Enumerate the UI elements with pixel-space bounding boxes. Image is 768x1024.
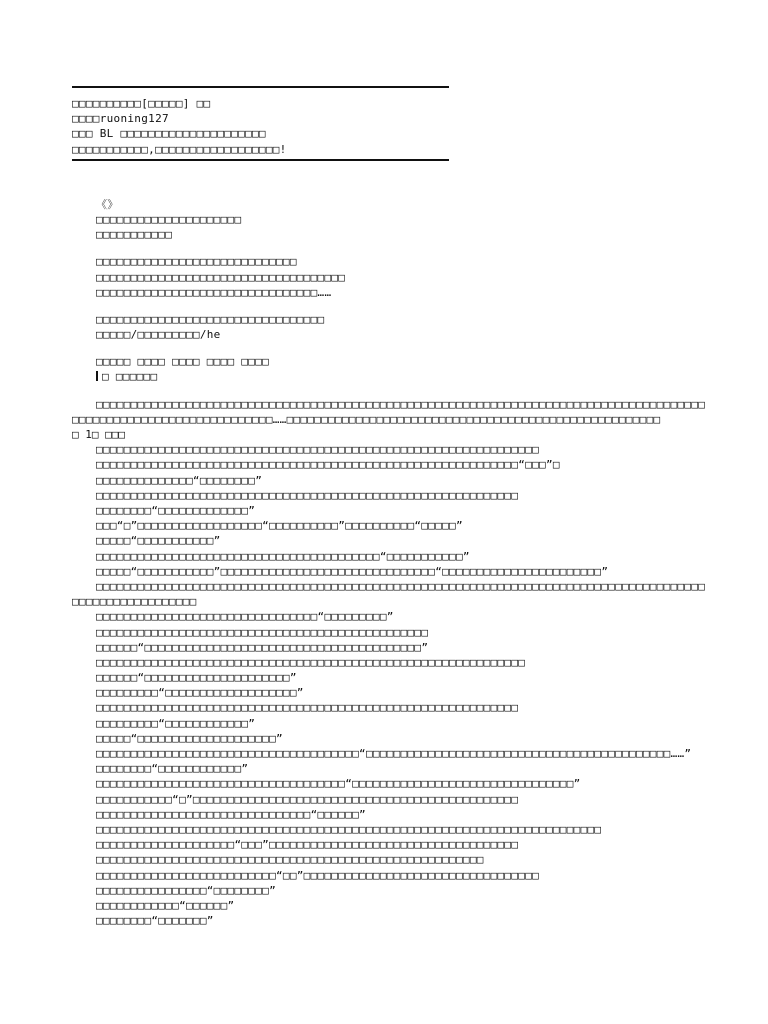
intro-line: □□□□□□□□□□□: [96, 228, 173, 242]
header-category: □□□ BL □□□□□□□□□□□□□□□□□□□□□: [72, 127, 266, 141]
body-line: □□□□□□□□□□□□□□□□“□□□□□□□□”: [96, 883, 276, 897]
body-line: □□□□□□□□□□□□□□□□□□□□□□□□□□□□□□□□□□□□□□□□□□□□□□□□□□□□□□□□□□□□□□□□□□□□□□□□□: [96, 822, 602, 836]
body-line: □□□□□□□□□□□□□□□□□□□□□□□□□□□□□□□□□□□□□□□□□□□□□□□□□□□□□□□□□□□□□: [96, 488, 519, 502]
meta-text: □ □□□□□□: [102, 370, 158, 384]
body-line: □□□□□□□□□□□□□□□□□□□□□□□□□□□□□□□□□□□□□□□□□□□□□□□□□□□□□□□□□□□□□□: [96, 655, 526, 669]
body-line: □□□□□□□□□□□□□□□□□□□□□□□□□□□□□□□□□□□□□□□□□□□□□□□□□□□□□□□□□□□□□: [96, 701, 519, 715]
document-page: [72, 86, 712, 928]
chapter-body: [72, 442, 712, 579]
summary-line: □□□□□□□□□□□□□□□□□□□□□□□□□□□□□□□□……: [96, 285, 332, 299]
body-line: □□□□□□□□□□□□□□□□□□□□□□□□□□□□□□□“□□□□□□”: [96, 807, 366, 821]
meta-line: [72, 369, 712, 384]
body-line: □□□□□□□□□□□□□□□□□□□□□□□□□□□□□□□□□□□□□□□□□□□□□□□□□□□□□□□□□□□□□“□□□”□: [96, 458, 560, 472]
body-line: □□□“□”□□□□□□□□□□□□□□□□□□“□□□□□□□□□□”□□□□□□□□□□“□□□□□”: [96, 519, 463, 533]
body-line: □□□□□□“□□□□□□□□□□□□□□□□□□□□□□□□□□□□□□□□□□□□□□□□”: [96, 640, 429, 654]
body-line: □□□□□“□□□□□□□□□□□□□□□□□□□□”: [96, 731, 283, 745]
summary-line: □□□□□□□□□□□□□□□□□□□□□□□□□□□□□: [96, 255, 297, 269]
body-line: □□□□□□□□□“□□□□□□□□□□□□□□□□□□□”: [96, 686, 304, 700]
chapter-heading: □ 1□ □□□: [72, 428, 125, 442]
chapter-body-continued: [72, 609, 712, 928]
body-line: □□□□□□□□□□□□□□“□□□□□□□□”: [96, 473, 263, 487]
body-line: □□□□□□□□□□□□□□□□□□□□□□□□□□□□□□□□“□□□□□□□□□”: [96, 610, 394, 624]
header-top-rule: [72, 86, 449, 88]
body-line: □□□□□□□□“□□□□□□□□□□□□”: [96, 762, 249, 776]
body-wrapped-paragraph: □□□□□□□□□□□□□□□□□□□□□□□□□□□□□□□□□□□□□□□□□□□□□□□□□□□□□□□□□□□□□□□□□□□□□□□□□□□□□□□□□□□□□□□□□□□□□□□□□□□□□□□□□□: [72, 579, 706, 609]
header-notice: □□□□□□□□□□□,□□□□□□□□□□□□□□□□□□!: [72, 142, 287, 156]
body-line: □□□□□□□□“□□□□□□□”: [96, 914, 214, 928]
tags-line: □□□□□□□□□□□□□□□□□□□□□□□□□□□□□□□□□: [96, 312, 325, 326]
body-line: □□□□□□“□□□□□□□□□□□□□□□□□□□□□”: [96, 671, 297, 685]
body-line: □□□□□“□□□□□□□□□□□”: [96, 534, 221, 548]
body-line: □□□□□□□□“□□□□□□□□□□□□□”: [96, 503, 256, 517]
body-line: □□□□□□□□□□□□“□□□□□□”: [96, 898, 235, 912]
body-line: □□□□□□□□□□□□□□□□□□□□□□□□□□□□□□□□□□□□“□□□□□□□□□□□□□□□□□□□□□□□□□□□□□□□□”: [96, 777, 581, 791]
body-line: □□□□□□□□□“□□□□□□□□□□□□”: [96, 716, 256, 730]
prologue-paragraph: □□□□□□□□□□□□□□□□□□□□□□□□□□□□□□□□□□□□□□□□□□□□□□□□□□□□□□□□□□□□□□□□□□□□□□□□□□□□□□□□□□□□□□□□□□□□□□□□□□□□□□□□□□□□□□□□□□□□□……□□□□□□□□□□□□□□□□□□□□□□□□□□□□□□□□□□□□□□□□□□□□□□□□□□□□□□: [72, 397, 706, 426]
summary-line: □□□□□□□□□□□□□□□□□□□□□□□□□□□□□□□□□□□□: [96, 270, 346, 284]
body-line: □□□□□□□□□□□□□□□□□□□□□□□□□□□□□□□□□□□□□□□□□□□□□□□□: [96, 625, 429, 639]
tags-line: □□□□□/□□□□□□□□□/he: [96, 328, 221, 342]
header-author: □□□□ruoning127: [72, 112, 169, 126]
header-title: □□□□□□□□□□[□□□□□] □□: [72, 97, 211, 110]
meta-line: □□□□□ □□□□ □□□□ □□□□ □□□□: [96, 355, 270, 369]
body-line: □□□□□□□□□□□□□□□□□□□□□□□□□□□□□□□□□□□□□□“□□□□□□□□□□□□□□□□□□□□□□□□□□□□□□□□□□□□□□□□□□□□……”: [96, 747, 692, 760]
body-line: □□□□□□□□□□□□□□□□□□□□□□□□□□“□□”□□□□□□□□□□□□□□□□□□□□□□□□□□□□□□□□□□: [96, 868, 540, 882]
body-line: □□□□□□□□□□□□□□□□□□□□“□□□”□□□□□□□□□□□□□□□□□□□□□□□□□□□□□□□□□□□□: [96, 838, 519, 852]
cursor-bar: [96, 371, 98, 381]
body-line: □□□□□“□□□□□□□□□□□”□□□□□□□□□□□□□□□□□□□□□□□□□□□□□□□“□□□□□□□□□□□□□□□□□□□□□□□”: [96, 564, 609, 578]
intro-line: □□□□□□□□□□□□□□□□□□□□□: [96, 212, 242, 226]
body-line: □□□□□□□□□□□□□□□□□□□□□□□□□□□□□□□□□□□□□□□□□“□□□□□□□□□□□”: [96, 549, 470, 563]
body-line: □□□□□□□□□□□□□□□□□□□□□□□□□□□□□□□□□□□□□□□□□□□□□□□□□□□□□□□□□□□□□□□□: [96, 443, 540, 457]
body-line: □□□□□□□□□□□□□□□□□□□□□□□□□□□□□□□□□□□□□□□□□□□□□□□□□□□□□□□□: [96, 853, 484, 867]
body-line: □□□□□□□□□□□“□”□□□□□□□□□□□□□□□□□□□□□□□□□□□□□□□□□□□□□□□□□□□□□□□: [96, 792, 519, 806]
title-brackets: 《》: [96, 197, 119, 211]
